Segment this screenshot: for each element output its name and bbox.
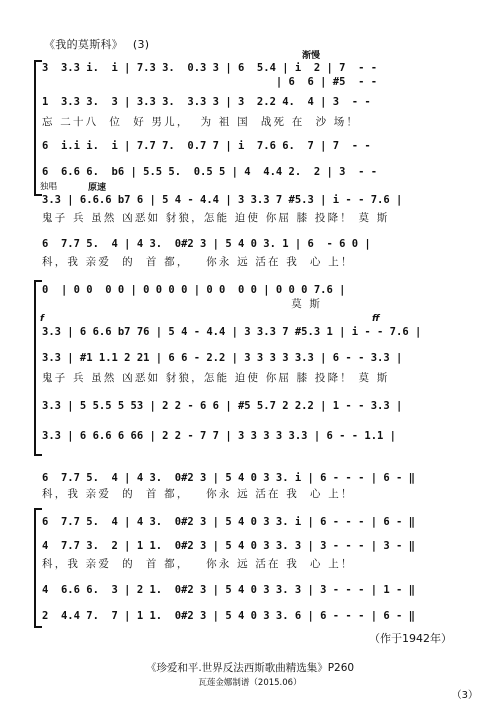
score-system-3	[42, 280, 472, 458]
tempo-marking-slow: 渐慢	[302, 51, 321, 61]
score-system-4	[42, 464, 472, 632]
score-system-2	[40, 182, 472, 276]
score-header	[44, 36, 155, 52]
lyric-line: 忘 二十八 位 好 男儿， 为 祖 国 战死 在 沙 场！	[42, 116, 360, 128]
staff-line-bass: 2 4.4 7. 7 | 1 1. 0#2 3 | 5 4 0 3 3. 6 | 6 - - - | 6 - ‖	[42, 610, 415, 622]
dynamic-fortissimo: ff	[372, 314, 380, 324]
staff-line-bass: 3.3 | 6 6.6 6 66 | 2 2 - 7 7 | 3 3 3 3 3.3 | 6 - - 1.1 |	[42, 430, 397, 442]
composition-year: （作于1942年）	[369, 632, 452, 645]
staff-line-soprano: 3.3 | 6 6.6 b7 76 | 5 4 - 4.4 | 3 3.3 7 #5.3 1 | i - - 7.6 |	[42, 326, 422, 338]
staff-line-tenor: 6 i.i i. i | 7.7 7. 0.7 7 | i 7.6 6. 7 | 7 - -	[42, 140, 371, 152]
dynamic-forte: f	[40, 314, 44, 324]
staff-line-solo: 3.3 | 6.6.6 b7 6 | 5 4 - 4.4 | 3 3.3 7 #5.3 | i - - 7.6 |	[42, 194, 403, 206]
tempo-marking-original: 原速	[88, 183, 107, 193]
page-mark: (3)	[132, 38, 150, 51]
staff-line-soprano: 3 3.3 i. i | 7.3 3. 0.3 3 | 6 5.4 | i 2 | 7 - -	[42, 62, 378, 74]
lyric-line: 莫 斯	[42, 298, 323, 310]
lyric-line: 鬼子 兵 虽然 凶恶如 豺狼，怎能 迫使 你屈 膝 投降！ 莫 斯	[42, 212, 390, 224]
lyric-line: 科，我 亲爱 的 首 都， 你永 远 活在 我 心 上！	[42, 488, 354, 500]
source-citation: 《珍爱和平.世界反法西斯歌曲精选集》P260	[145, 662, 355, 674]
staff-line-solo: 6 7.7 5. 4 | 4 3. 0#2 3 | 5 4 0 3 3. i | 6 - - - | 6 - ‖	[42, 472, 415, 484]
staff-line-alto: 1 3.3 3. 3 | 3.3 3. 3.3 3 | 3 2.2 4. 4 | 3 - -	[42, 96, 371, 108]
staff-line-solo: 6 7.7 5. 4 | 4 3. 0#2 3 | 5 4 0 3. 1 | 6 - 6 0 |	[42, 238, 371, 250]
transcriber-credit: 瓦莲金娜制谱（2015.06）	[198, 678, 302, 688]
staff-line-alto-split: | 6 6 | #5 - -	[42, 76, 378, 88]
staff-line-alto: 3.3 | #1 1.1 2 21 | 6 6 - 2.2 | 3 3 3 3 3.3 | 6 - - 3.3 |	[42, 352, 403, 364]
lyric-line: 科，我 亲爱 的 首 都， 你永 远 活在 我 心 上！	[42, 558, 354, 570]
score-system-1	[42, 51, 472, 198]
staff-line-solo-rest: 0 | 0 0 0 0 | 0 0 0 0 | 0 0 0 0 | 0 0 0 7.6 |	[42, 284, 346, 296]
staff-line-tenor: 4 6.6 6. 3 | 2 1. 0#2 3 | 5 4 0 3 3. 3 | 3 - - - | 1 - ‖	[42, 584, 415, 596]
lyric-line: 科，我 亲爱 的 首 都， 你永 远 活在 我 心 上！	[42, 256, 354, 268]
staff-line-tenor: 3.3 | 5 5.5 5 53 | 2 2 - 6 6 | #5 5.7 2 2.2 | 1 - - 3.3 |	[42, 400, 403, 412]
staff-line-soprano: 6 7.7 5. 4 | 4 3. 0#2 3 | 5 4 0 3 3. i | 6 - - - | 6 - ‖	[42, 516, 415, 528]
staff-line-alto: 4 7.7 3. 2 | 1 1. 0#2 3 | 5 4 0 3 3. 3 | 3 - - - | 3 - ‖	[42, 540, 415, 552]
solo-label: 独唱	[40, 182, 58, 192]
page-number: （3）	[451, 690, 478, 701]
system-bracket	[34, 60, 42, 196]
system-bracket	[34, 508, 42, 628]
staff-line-bass: 6 6.6 6. b6 | 5.5 5. 0.5 5 | 4 4.4 2. 2 | 3 - -	[42, 166, 378, 178]
song-title: 《我的莫斯科》	[44, 38, 124, 51]
lyric-line: 鬼子 兵 虽然 凶恶如 豺狼，怎能 迫使 你屈 膝 投降！ 莫 斯	[42, 372, 390, 384]
system-bracket	[34, 280, 42, 456]
